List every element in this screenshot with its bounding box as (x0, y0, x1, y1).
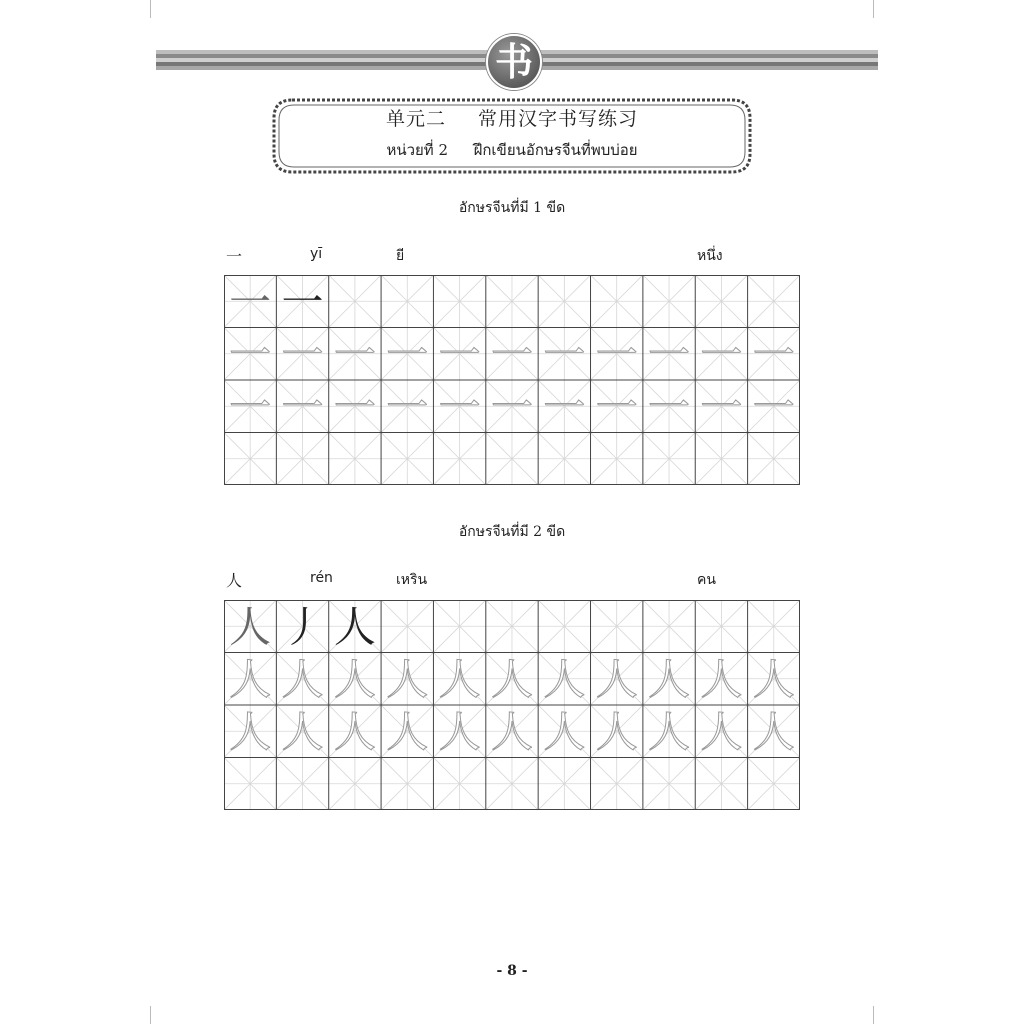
tracing-character: 人 (229, 707, 272, 757)
grid-cell[interactable] (486, 380, 538, 433)
grid-cell[interactable] (486, 275, 538, 328)
grid-cell[interactable] (591, 758, 643, 811)
grid-cell[interactable] (538, 328, 590, 381)
unit-subtitle-th: ฝึกเขียนอักษรจีนที่พบบ่อย (473, 141, 638, 159)
tracing-character: 一 (333, 382, 376, 432)
grid-cell[interactable] (591, 600, 643, 653)
tracing-character: 一 (543, 329, 586, 379)
tracing-character: 一 (648, 329, 691, 379)
tracing-character: 一 (281, 382, 324, 432)
grid-cell[interactable] (224, 275, 276, 328)
tracing-character: 人 (281, 654, 324, 704)
tracing-character: 人 (595, 654, 638, 704)
tracing-character: 一 (752, 329, 795, 379)
tracing-character: 人 (648, 707, 691, 757)
tracing-character: 一 (386, 382, 429, 432)
tracing-character: 人 (438, 654, 481, 704)
grid-cell[interactable] (591, 433, 643, 486)
grid-cell[interactable] (329, 653, 381, 706)
tracing-character: 人 (752, 707, 795, 757)
grid-cell[interactable] (381, 275, 433, 328)
practice-grid-svg (224, 600, 800, 810)
grid-cell[interactable] (224, 380, 276, 433)
tracing-character: 人 (543, 654, 586, 704)
grid-cell[interactable] (643, 705, 695, 758)
pinyin-label: rén (310, 570, 333, 586)
section-heading: อักษรจีนที่มี 2 ขีด (458, 524, 566, 540)
tracing-character: 人 (333, 654, 376, 704)
grid-cell[interactable] (329, 328, 381, 381)
model-character: 一 (229, 277, 272, 327)
tracing-character: 人 (752, 654, 795, 704)
grid-cell[interactable] (538, 275, 590, 328)
character-label: 一 (226, 247, 243, 266)
grid-cell[interactable] (329, 758, 381, 811)
grid-cell[interactable] (538, 380, 590, 433)
grid-cell[interactable] (381, 653, 433, 706)
grid-cell[interactable] (695, 328, 747, 381)
tracing-character: 一 (386, 329, 429, 379)
grid-cell[interactable] (748, 600, 800, 653)
tracing-character: 一 (700, 382, 743, 432)
page-number: - 8 - (496, 963, 528, 979)
tracing-character: 人 (281, 707, 324, 757)
grid-cell[interactable] (329, 433, 381, 486)
tracing-character: 人 (438, 707, 481, 757)
character-label: 人 (226, 571, 243, 590)
grid-cell[interactable] (276, 653, 328, 706)
book-logo: 书 (486, 34, 542, 90)
grid-cell[interactable] (276, 705, 328, 758)
grid-cell[interactable] (695, 758, 747, 811)
grid-cell[interactable] (433, 328, 485, 381)
tracing-character: 一 (438, 329, 481, 379)
meaning-label: หนึ่ง (697, 248, 723, 264)
thai-reading-label: ยี (396, 248, 405, 264)
unit-number-cn: 单元二 (385, 108, 446, 130)
grid-cell[interactable] (486, 600, 538, 653)
tracing-character: 一 (229, 382, 272, 432)
grid-cell[interactable] (276, 380, 328, 433)
grid-cell[interactable] (224, 705, 276, 758)
tracing-character: 一 (490, 382, 533, 432)
tracing-character: 一 (543, 382, 586, 432)
grid-cell[interactable] (591, 275, 643, 328)
grid-cell[interactable] (748, 275, 800, 328)
unit-number-th: หน่วยที่ 2 (386, 141, 448, 159)
grid-cell[interactable] (224, 433, 276, 486)
grid-cell[interactable] (224, 328, 276, 381)
grid-cell[interactable] (276, 328, 328, 381)
model-character: 丿 (281, 602, 324, 652)
grid-cell[interactable] (329, 600, 381, 653)
tracing-character: 一 (752, 382, 795, 432)
grid-cell[interactable] (381, 328, 433, 381)
crop-mark (150, 1006, 151, 1024)
grid-cell[interactable] (486, 433, 538, 486)
tracing-character: 人 (386, 654, 429, 704)
grid-cell[interactable] (695, 275, 747, 328)
tracing-character: 人 (543, 707, 586, 757)
grid-cell[interactable] (381, 433, 433, 486)
tracing-character: 一 (229, 329, 272, 379)
grid-cell[interactable] (538, 705, 590, 758)
grid-cell[interactable] (695, 705, 747, 758)
pinyin-label: yī (310, 246, 323, 262)
meaning-label: คน (697, 572, 716, 588)
grid-cell[interactable] (433, 705, 485, 758)
grid-cell[interactable] (643, 653, 695, 706)
grid-cell[interactable] (695, 433, 747, 486)
tracing-character: 人 (490, 707, 533, 757)
grid-cell[interactable] (433, 433, 485, 486)
grid-cell[interactable] (748, 328, 800, 381)
grid-cell[interactable] (538, 653, 590, 706)
grid-cell[interactable] (433, 380, 485, 433)
grid-cell[interactable] (538, 758, 590, 811)
tracing-character: 人 (595, 707, 638, 757)
thai-reading-label: เหริน (396, 572, 428, 588)
tracing-character: 人 (648, 654, 691, 704)
grid-cell[interactable] (643, 380, 695, 433)
grid-cell[interactable] (329, 380, 381, 433)
grid-cell[interactable] (748, 433, 800, 486)
grid-cell[interactable] (433, 758, 485, 811)
grid-cell[interactable] (486, 328, 538, 381)
grid-cell[interactable] (591, 328, 643, 381)
grid-cell[interactable] (486, 705, 538, 758)
grid-cell[interactable] (486, 653, 538, 706)
grid-cell[interactable] (381, 758, 433, 811)
grid-cell[interactable] (538, 600, 590, 653)
grid-cell[interactable] (224, 653, 276, 706)
grid-cell[interactable] (748, 705, 800, 758)
grid-cell[interactable] (381, 705, 433, 758)
unit-title-thai (270, 138, 754, 162)
grid-cell[interactable] (433, 653, 485, 706)
grid-cell[interactable] (433, 275, 485, 328)
grid-cell[interactable] (695, 653, 747, 706)
practice-grid-svg (224, 275, 800, 485)
grid-cell[interactable] (748, 653, 800, 706)
grid-cell[interactable] (591, 705, 643, 758)
grid-cell[interactable] (591, 380, 643, 433)
model-character: 一 (281, 277, 324, 327)
model-character: 人 (229, 602, 272, 652)
grid-cell[interactable] (329, 705, 381, 758)
grid-cell[interactable] (224, 600, 276, 653)
tracing-character: 一 (595, 329, 638, 379)
grid-cell[interactable] (276, 275, 328, 328)
tracing-character: 人 (490, 654, 533, 704)
unit-title-box (270, 96, 754, 176)
practice-grid (224, 600, 800, 810)
grid-cell[interactable] (695, 600, 747, 653)
grid-cell[interactable] (224, 758, 276, 811)
grid-cell[interactable] (276, 758, 328, 811)
unit-subtitle-cn: 常用汉字书写练习 (478, 108, 639, 130)
grid-cell[interactable] (748, 380, 800, 433)
grid-cell[interactable] (643, 433, 695, 486)
tracing-character: 人 (229, 654, 272, 704)
tracing-character: 人 (700, 707, 743, 757)
grid-cell[interactable] (433, 600, 485, 653)
crop-mark (873, 1006, 874, 1024)
tracing-character: 一 (490, 329, 533, 379)
grid-cell[interactable] (643, 275, 695, 328)
grid-cell[interactable] (695, 380, 747, 433)
section-heading: อักษรจีนที่มี 1 ขีด (458, 200, 566, 216)
grid-cell[interactable] (276, 600, 328, 653)
crop-mark (873, 0, 874, 18)
grid-cell[interactable] (748, 758, 800, 811)
tracing-character: 一 (281, 329, 324, 379)
tracing-character: 一 (595, 382, 638, 432)
grid-cell[interactable] (276, 433, 328, 486)
model-character: 人 (333, 602, 376, 652)
tracing-character: 人 (386, 707, 429, 757)
tracing-character: 一 (333, 329, 376, 379)
grid-cell[interactable] (643, 758, 695, 811)
grid-cell[interactable] (643, 600, 695, 653)
unit-title-chinese (270, 104, 754, 131)
tracing-character: 人 (333, 707, 376, 757)
tracing-character: 一 (438, 382, 481, 432)
grid-cell[interactable] (381, 380, 433, 433)
grid-cell[interactable] (486, 758, 538, 811)
tracing-character: 一 (648, 382, 691, 432)
grid-cell[interactable] (591, 653, 643, 706)
grid-cell[interactable] (329, 275, 381, 328)
tracing-character: 一 (700, 329, 743, 379)
grid-cell[interactable] (381, 600, 433, 653)
grid-cell[interactable] (538, 433, 590, 486)
practice-grid (224, 275, 800, 485)
tracing-character: 人 (700, 654, 743, 704)
grid-cell[interactable] (643, 328, 695, 381)
crop-mark (150, 0, 151, 18)
